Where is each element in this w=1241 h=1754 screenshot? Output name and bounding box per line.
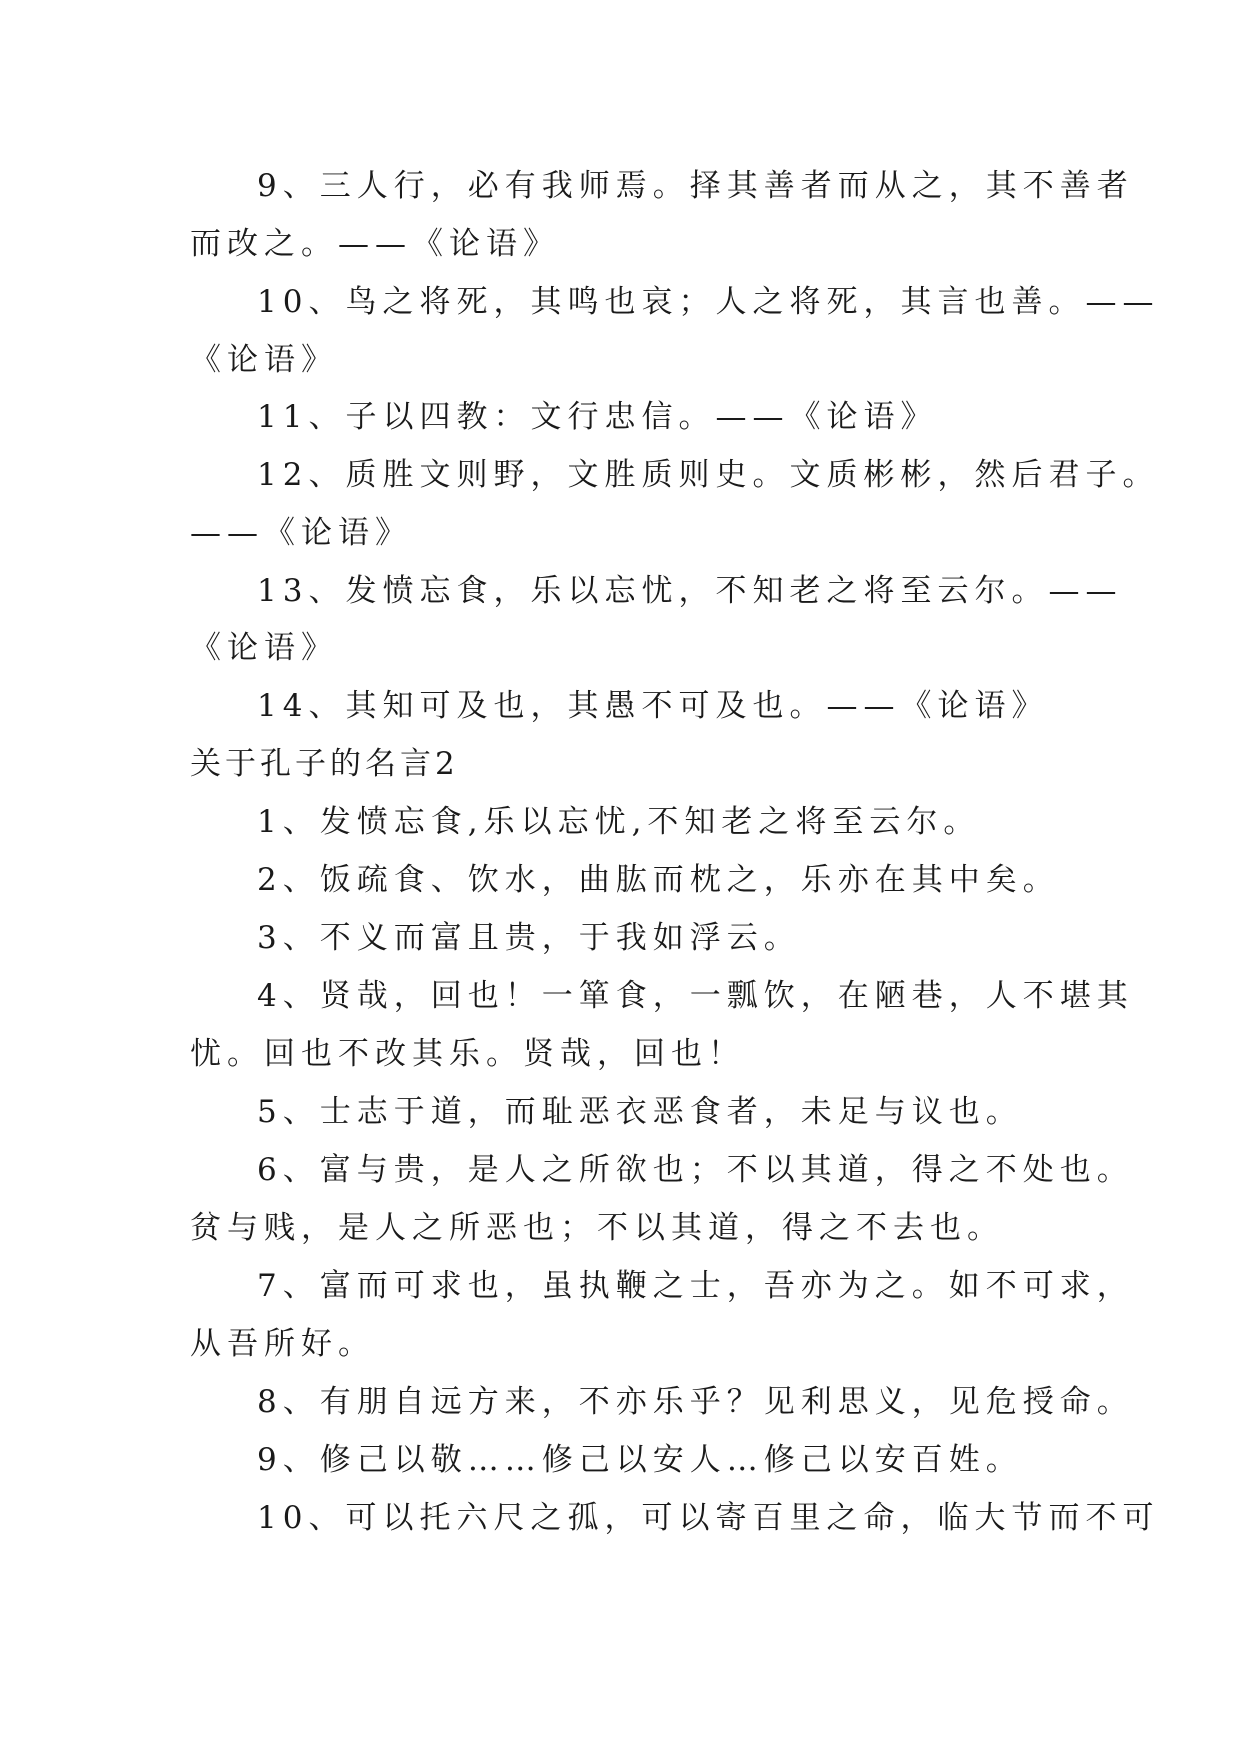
text-line: 10、可以托六尺之孤，可以寄百里之命，临大节而不可 <box>257 1500 1160 1536</box>
text-line: ——《论语》 <box>190 515 412 551</box>
text-line: 而改之。——《论语》 <box>190 226 560 262</box>
text-line: 5、士志于道，而耻恶衣恶食者，未足与议也。 <box>257 1094 1023 1130</box>
text-line: 4、贤哉，回也！一箪食，一瓢饮，在陋巷，人不堪其 <box>257 978 1134 1014</box>
text-line: 忧。回也不改其乐。贤哉，回也！ <box>190 1036 745 1072</box>
text-line: 12、质胜文则野，文胜质则史。文质彬彬，然后君子。 <box>257 457 1160 493</box>
text-line: 1、发愤忘食,乐以忘忧,不知老之将至云尔。 <box>257 804 981 840</box>
text-line: 9、三人行，必有我师焉。择其善者而从之，其不善者 <box>257 168 1134 204</box>
text-line: 2、饭疏食、饮水，曲肱而枕之，乐亦在其中矣。 <box>257 862 1060 898</box>
text-line: 贫与贱，是人之所恶也；不以其道，得之不去也。 <box>190 1210 1004 1246</box>
text-line: 《论语》 <box>190 630 338 666</box>
text-line: 10、鸟之将死，其鸣也哀；人之将死，其言也善。—— <box>257 284 1160 320</box>
text-line: 14、其知可及也，其愚不可及也。——《论语》 <box>257 688 1049 724</box>
text-line: 6、富与贵，是人之所欲也；不以其道，得之不处也。 <box>257 1152 1134 1188</box>
text-line: 从吾所好。 <box>190 1326 375 1362</box>
text-line: 3、不义而富且贵，于我如浮云。 <box>257 920 801 956</box>
section-heading: 关于孔子的名言2 <box>190 746 459 782</box>
text-line: 7、富而可求也，虽执鞭之士，吾亦为之。如不可求， <box>257 1268 1134 1304</box>
text-line: 9、修己以敬……修己以安人…修己以安百姓。 <box>257 1442 1023 1478</box>
text-line: 《论语》 <box>190 342 338 378</box>
text-line: 13、发愤忘食，乐以忘忧，不知老之将至云尔。—— <box>257 573 1123 609</box>
text-line: 8、有朋自远方来，不亦乐乎？见利思义，见危授命。 <box>257 1384 1134 1420</box>
text-line: 11、子以四教：文行忠信。——《论语》 <box>257 399 938 435</box>
